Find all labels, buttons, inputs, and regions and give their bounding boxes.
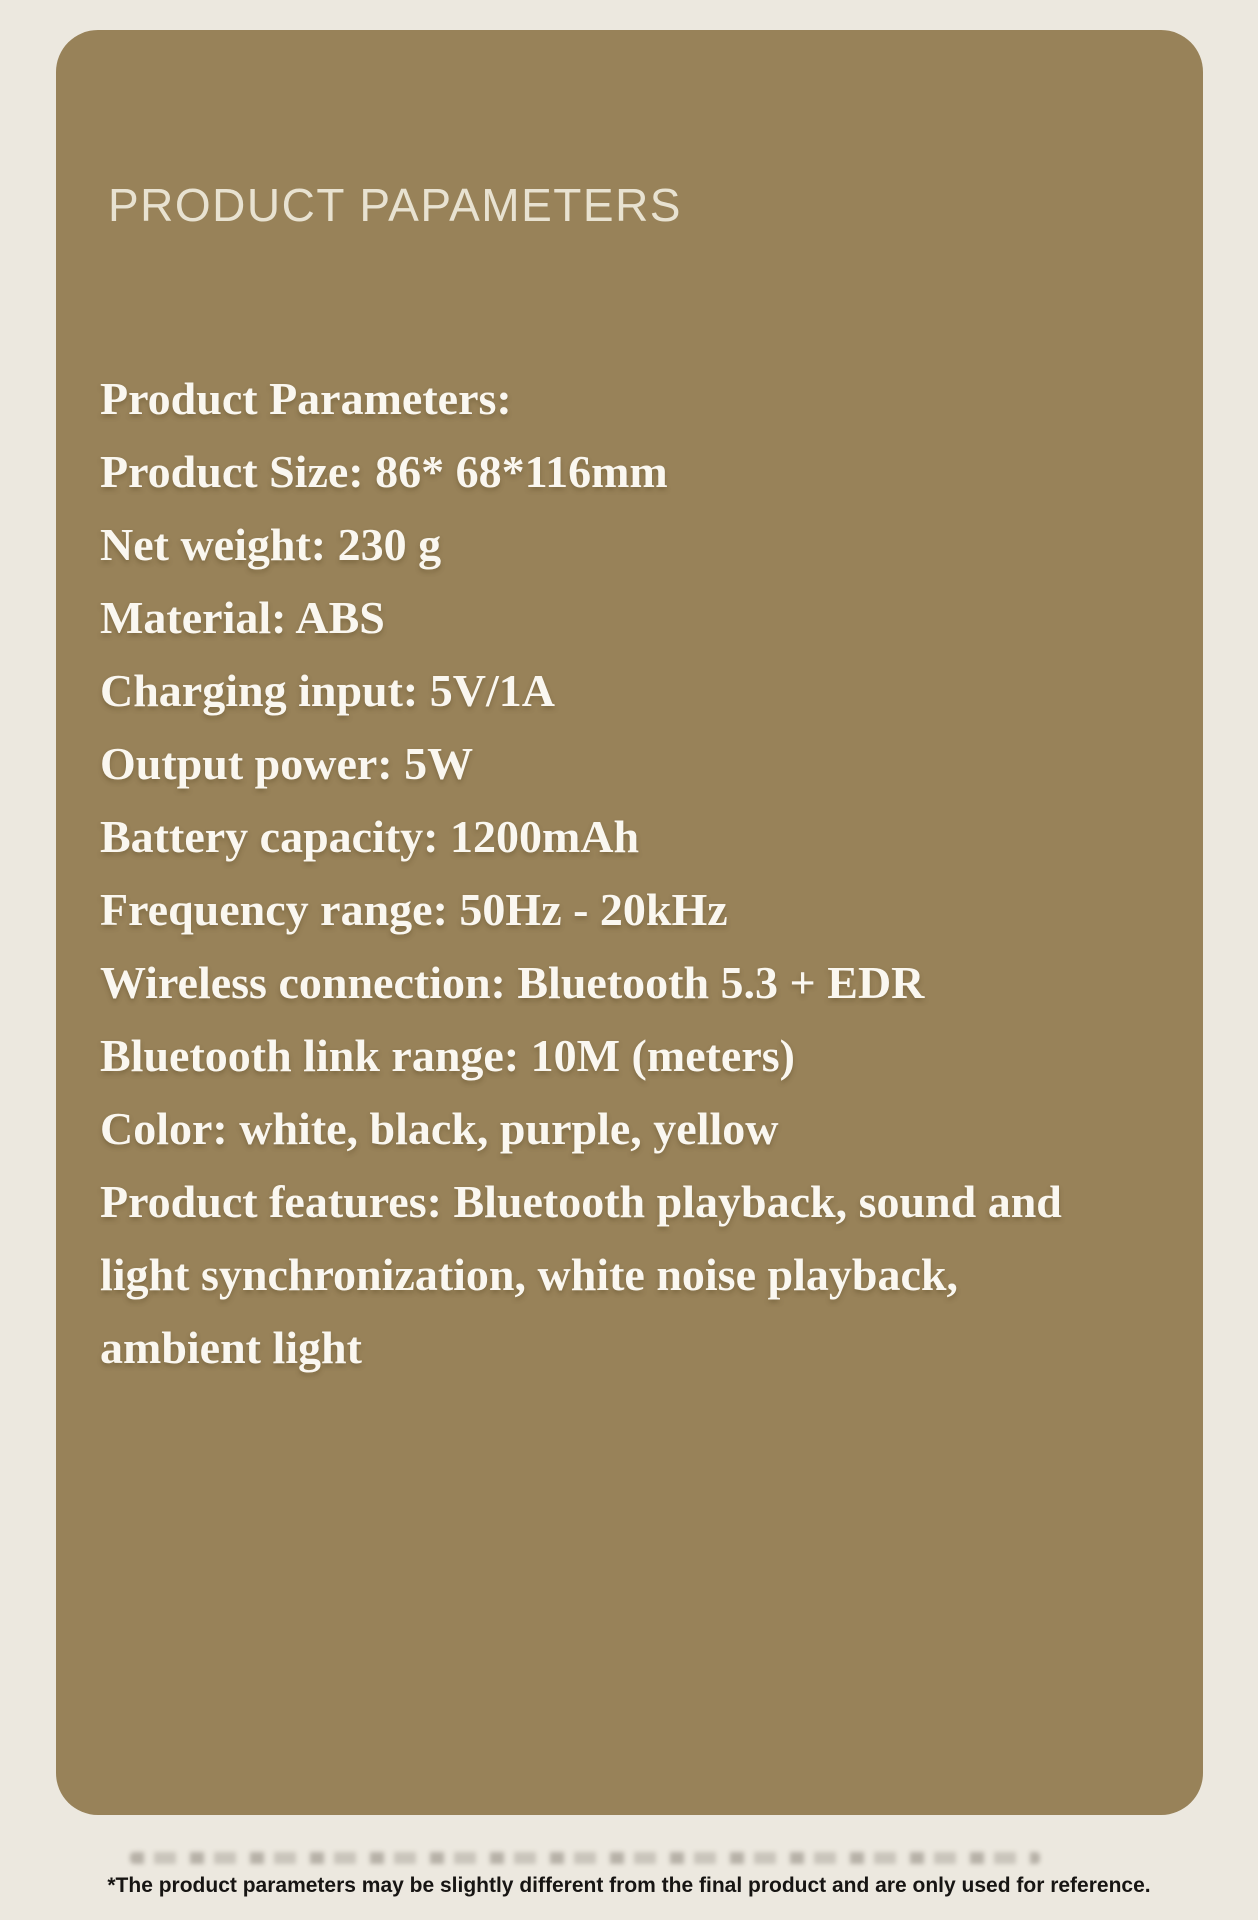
spec-line-features-2: light synchronization, white noise playback, (100, 1249, 958, 1300)
spec-line-features-1: Product features: Bluetooth playback, sound and (100, 1176, 1062, 1227)
spec-line-features-3: ambient light (100, 1322, 362, 1373)
spec-line-charging-input: Charging input: 5V/1A (100, 665, 555, 716)
footer-disclaimer: *The product parameters may be slightly different from the final product and are only used for reference. (107, 1874, 1151, 1897)
card-title: PRODUCT PAPAMETERS (108, 179, 682, 231)
product-parameters-card (56, 30, 1203, 1815)
spec-list (100, 362, 1170, 1384)
spec-line-heading: Product Parameters: (100, 373, 512, 424)
blurred-text-remnant (130, 1852, 1040, 1864)
spec-line-product-size: Product Size: 86* 68*116mm (100, 446, 668, 497)
spec-line-bluetooth-range: Bluetooth link range: 10M (meters) (100, 1030, 795, 1081)
spec-line-net-weight: Net weight: 230 g (100, 519, 442, 570)
spec-line-material: Material: ABS (100, 592, 385, 643)
spec-line-frequency-range: Frequency range: 50Hz - 20kHz (100, 884, 728, 935)
spec-line-battery-capacity: Battery capacity: 1200mAh (100, 811, 640, 862)
spec-line-color-options: Color: white, black, purple, yellow (100, 1103, 779, 1154)
spec-line-wireless-connection: Wireless connection: Bluetooth 5.3 + EDR (100, 957, 925, 1008)
spec-line-output-power: Output power: 5W (100, 738, 474, 789)
